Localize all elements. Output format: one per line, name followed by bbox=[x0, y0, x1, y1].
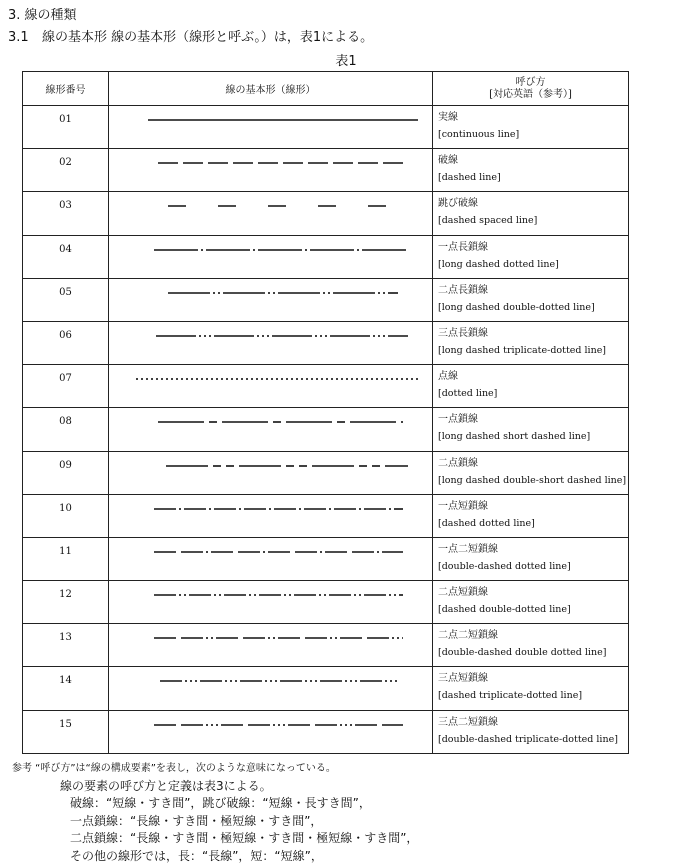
table-row bbox=[23, 278, 629, 321]
line-sample bbox=[109, 192, 433, 235]
line-name bbox=[433, 667, 629, 710]
table-row bbox=[23, 624, 629, 667]
header-name-en: [対応英語（参考）] bbox=[489, 89, 572, 100]
table-row bbox=[23, 494, 629, 537]
header-line-number: 線形番号 bbox=[23, 72, 109, 106]
line-number: 10 bbox=[23, 494, 109, 537]
line-sample-graphic bbox=[109, 106, 431, 148]
line-sample bbox=[109, 408, 433, 451]
line-name bbox=[433, 235, 629, 278]
header-name bbox=[433, 72, 629, 106]
note-line: 一点鎖線：“長線・すき間・極短線・すき間”， bbox=[70, 813, 418, 831]
line-name-jp: 二点長鎖線 bbox=[438, 285, 488, 296]
line-sample bbox=[109, 494, 433, 537]
line-name bbox=[433, 494, 629, 537]
line-name-en: [dashed line] bbox=[438, 169, 628, 186]
table-header-row bbox=[23, 72, 629, 106]
line-name bbox=[433, 149, 629, 192]
line-name-jp: 跳び破線 bbox=[438, 198, 478, 209]
line-sample-graphic bbox=[109, 624, 431, 666]
line-sample-graphic bbox=[109, 279, 431, 321]
line-name-jp: 二点鎖線 bbox=[438, 458, 478, 469]
line-sample bbox=[109, 149, 433, 192]
line-sample bbox=[109, 106, 433, 149]
table-row bbox=[23, 192, 629, 235]
line-sample-graphic bbox=[109, 581, 431, 623]
line-number: 03 bbox=[23, 192, 109, 235]
note-line: その他の線形では，長：“長線”，短：“短線”， bbox=[70, 848, 418, 865]
line-sample bbox=[109, 537, 433, 580]
line-number: 02 bbox=[23, 149, 109, 192]
line-sample-graphic bbox=[109, 192, 431, 234]
line-name-en: [dashed dotted line] bbox=[438, 515, 628, 532]
line-number: 13 bbox=[23, 624, 109, 667]
line-name-jp: 一点二短鎖線 bbox=[438, 544, 498, 555]
line-sample bbox=[109, 451, 433, 494]
line-name bbox=[433, 710, 629, 753]
line-name-jp: 三点二短鎖線 bbox=[438, 717, 498, 728]
subsection-number: 3.1 bbox=[8, 30, 42, 45]
line-number: 08 bbox=[23, 408, 109, 451]
line-sample bbox=[109, 365, 433, 408]
table-row bbox=[23, 149, 629, 192]
line-number: 12 bbox=[23, 581, 109, 624]
line-number: 11 bbox=[23, 537, 109, 580]
line-sample-graphic bbox=[109, 149, 431, 191]
line-sample-graphic bbox=[109, 322, 431, 364]
header-name-jp: 呼び方 bbox=[516, 77, 546, 88]
line-name-jp: 一点長鎖線 bbox=[438, 242, 488, 253]
line-name-jp: 二点二短鎖線 bbox=[438, 630, 498, 641]
section-heading: 3. 線の種類 bbox=[8, 4, 77, 23]
subsection-text: 線の基本形 線の基本形（線形と呼ぶ。）は，表1による。 bbox=[42, 30, 373, 45]
line-name bbox=[433, 278, 629, 321]
note-line: 二点鎖線：“長線・すき間・極短線・すき間・極短線・すき間”， bbox=[70, 830, 418, 848]
line-name-en: [double-dashed dotted line] bbox=[438, 558, 628, 575]
line-sample bbox=[109, 321, 433, 364]
line-name bbox=[433, 624, 629, 667]
table-caption: 表1 bbox=[0, 50, 692, 69]
line-sample-graphic bbox=[109, 711, 431, 753]
line-name bbox=[433, 321, 629, 364]
line-sample bbox=[109, 710, 433, 753]
line-sample bbox=[109, 278, 433, 321]
note-line: 参考 “呼び方”は“線の構成要素”を表し，次のような意味になっている。 bbox=[12, 760, 418, 778]
table-row bbox=[23, 408, 629, 451]
line-name-en: [dashed double-dotted line] bbox=[438, 601, 628, 618]
line-name bbox=[433, 537, 629, 580]
line-sample-graphic bbox=[109, 236, 431, 278]
line-sample bbox=[109, 235, 433, 278]
line-name-en: [dashed spaced line] bbox=[438, 212, 628, 229]
table-row bbox=[23, 235, 629, 278]
line-name-en: [long dashed double-short dashed line] bbox=[438, 472, 628, 489]
line-name bbox=[433, 106, 629, 149]
table-row bbox=[23, 667, 629, 710]
table-row bbox=[23, 710, 629, 753]
line-number: 07 bbox=[23, 365, 109, 408]
table-body bbox=[23, 106, 629, 754]
line-sample-graphic bbox=[109, 667, 431, 709]
line-name-jp: 破線 bbox=[438, 155, 458, 166]
line-sample-graphic bbox=[109, 495, 431, 537]
line-name-en: [double-dashed triplicate-dotted line] bbox=[438, 731, 628, 748]
table-row bbox=[23, 537, 629, 580]
header-line-shape: 線の基本形（線形） bbox=[109, 72, 433, 106]
line-types-table bbox=[22, 71, 629, 754]
line-name-jp: 実線 bbox=[438, 112, 458, 123]
line-name-en: [long dashed dotted line] bbox=[438, 256, 628, 273]
line-number: 14 bbox=[23, 667, 109, 710]
line-number: 15 bbox=[23, 710, 109, 753]
line-name bbox=[433, 581, 629, 624]
line-sample bbox=[109, 624, 433, 667]
line-name-en: [dotted line] bbox=[438, 385, 628, 402]
line-number: 05 bbox=[23, 278, 109, 321]
note-line: 破線：“短線・すき間”，跳び破線：“短線・長すき間”， bbox=[70, 795, 418, 813]
line-name-jp: 二点短鎖線 bbox=[438, 587, 488, 598]
line-name-en: [continuous line] bbox=[438, 126, 628, 143]
line-name bbox=[433, 365, 629, 408]
line-number: 06 bbox=[23, 321, 109, 364]
line-name-jp: 三点長鎖線 bbox=[438, 328, 488, 339]
line-name-jp: 一点鎖線 bbox=[438, 414, 478, 425]
line-name-en: [double-dashed double dotted line] bbox=[438, 644, 628, 661]
line-sample-graphic bbox=[109, 538, 431, 580]
line-sample-graphic bbox=[109, 408, 431, 450]
line-sample bbox=[109, 667, 433, 710]
line-name-jp: 三点短鎖線 bbox=[438, 673, 488, 684]
table-row bbox=[23, 581, 629, 624]
line-sample-graphic bbox=[109, 365, 431, 407]
line-name bbox=[433, 192, 629, 235]
line-number: 09 bbox=[23, 451, 109, 494]
table-row bbox=[23, 106, 629, 149]
line-number: 01 bbox=[23, 106, 109, 149]
line-number: 04 bbox=[23, 235, 109, 278]
table-row bbox=[23, 365, 629, 408]
line-name-en: [long dashed short dashed line] bbox=[438, 428, 628, 445]
line-name bbox=[433, 451, 629, 494]
line-name-en: [long dashed double-dotted line] bbox=[438, 299, 628, 316]
line-sample-graphic bbox=[109, 452, 431, 494]
note-line: 線の要素の呼び方と定義は表3による。 bbox=[60, 778, 418, 796]
table-row bbox=[23, 321, 629, 364]
table-row bbox=[23, 451, 629, 494]
line-name-en: [long dashed triplicate-dotted line] bbox=[438, 342, 628, 359]
reference-notes bbox=[22, 760, 418, 865]
line-name-jp: 点線 bbox=[438, 371, 458, 382]
line-name-en: [dashed triplicate-dotted line] bbox=[438, 687, 628, 704]
line-name bbox=[433, 408, 629, 451]
line-sample bbox=[109, 581, 433, 624]
subsection-heading bbox=[8, 26, 373, 45]
line-name-jp: 一点短鎖線 bbox=[438, 501, 488, 512]
